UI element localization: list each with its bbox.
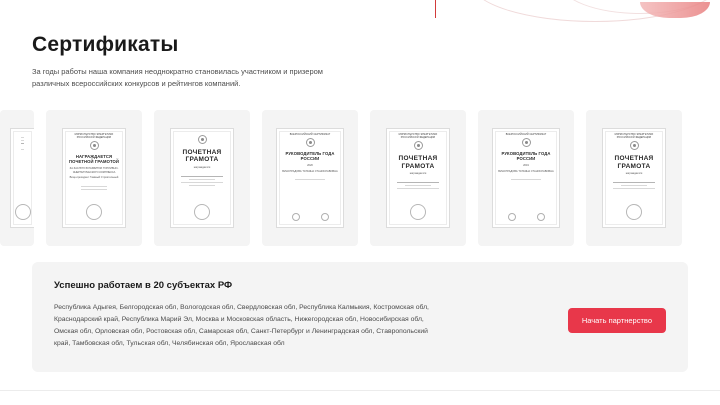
- seal-icon: [90, 141, 99, 150]
- certificates-gallery[interactable]: [0, 110, 720, 246]
- certificate-card[interactable]: [478, 110, 574, 246]
- certificate-title: РУКОВОДИТЕЛЬ ГОДА РОССИИ: [501, 151, 551, 162]
- certificate-ministry: МИНИСТЕРСТВО ЭНЕРГЕТИКИ РОССИЙСКОЙ ФЕДЕРАЦИИ: [614, 133, 654, 140]
- regions-panel: [32, 262, 688, 372]
- certificate-subtitle: награждается: [193, 165, 211, 169]
- certificate-card[interactable]: [370, 110, 466, 246]
- emblem-icon: [306, 138, 315, 147]
- emblem-icon: [414, 141, 423, 150]
- certificate-card[interactable]: [154, 110, 250, 246]
- certificate-recipient: ВИНОГРАДОВА ТАТЬЯНА СТАНИСЛАВОВНА: [282, 169, 338, 173]
- certificate-ministry: МИНИСТЕРСТВО ЭНЕРГЕТИКИ РОССИЙСКОЙ ФЕДЕРАЦИИ: [74, 133, 114, 140]
- certificate-ministry: МИНИСТЕРСТВО ЭНЕРГЕТИКИ РОССИЙСКОЙ ФЕДЕРАЦИИ: [398, 133, 438, 140]
- emblem-icon: [630, 141, 639, 150]
- certificate-year: 2019: [523, 163, 529, 167]
- certificate-title: ПОЧЕТНАЯ ГРАМОТА: [398, 155, 438, 170]
- certificate-recipient: ВИНОГРАДОВА ТАТЬЯНА СТАНИСЛАВОВНА: [498, 169, 554, 173]
- certificate-image: [170, 128, 234, 228]
- seal-icon: [86, 204, 102, 220]
- certificate-subtitle: награждается: [409, 172, 427, 176]
- red-divider-line: [435, 0, 436, 18]
- certificate-ministry: ВСЕРОССИЙСКИЙ СЕРТИФИКАТ: [505, 133, 547, 136]
- certificate-year: 2020: [307, 163, 313, 167]
- seal-icon: [508, 213, 516, 221]
- certificate-image: [276, 128, 344, 228]
- certificate-card[interactable]: [46, 110, 142, 246]
- certificate-subtitle: награждается: [625, 172, 643, 176]
- page-title: Сертификаты: [32, 33, 179, 56]
- certificate-title: НАГРАЖДАЕТСЯ ПОЧЕТНОЙ ГРАМОТОЙ: [68, 154, 119, 165]
- emblem-icon: [522, 138, 531, 147]
- certificate-title: РУКОВОДИТЕЛЬ ГОДА РОССИИ: [285, 151, 335, 162]
- start-partnership-button[interactable]: Начать партнерство: [568, 308, 666, 333]
- seal-icon: [626, 204, 642, 220]
- certificate-ministry: ВСЕРОССИЙСКИЙ СЕРТИФИКАТ: [289, 133, 331, 136]
- certificate-image: [492, 128, 560, 228]
- page-subtitle: За годы работы наша компания неоднократно становилась участником и призером различных всероссийских конкурсов и рейтингов компаний.: [32, 67, 323, 89]
- certificate-image: [386, 128, 450, 228]
- footer-divider: [0, 390, 720, 391]
- certificate-recipient: Вице-президент Главный Строительный: [69, 176, 119, 180]
- certificate-title: ПОЧЕТНАЯ ГРАМОТА: [614, 155, 654, 170]
- seal-icon: [321, 213, 329, 221]
- regions-title: Успешно работаем в 20 субъектах РФ: [54, 280, 233, 291]
- certificate-image: [602, 128, 666, 228]
- certificate-image: [10, 128, 34, 228]
- certificate-card[interactable]: [0, 110, 34, 246]
- seal-icon: [292, 213, 300, 221]
- certificate-image: [62, 128, 126, 228]
- seal-icon: [194, 204, 210, 220]
- certificate-card[interactable]: [262, 110, 358, 246]
- seal-icon: [410, 204, 426, 220]
- regions-list: Республика Адыгея, Белгородская обл, Вологодская обл, Свердловская обл, Республика Калмыкия, Костромская обл, Краснодарский край, Республика Марий Эл, Москва и Московская область, Нижегородская обл, Новосибирская обл, Омская обл, Орловская обл, Ростовская обл, Самарская обл, Санкт-Петербург и Ленинградская обл, Ставропольский край, Тамбовская обл, Тульская обл, Челябинская обл, Ярославская обл: [54, 304, 429, 347]
- emblem-icon: [198, 135, 207, 144]
- decorative-top-strip: [0, 0, 720, 24]
- certificate-title: ПОЧЕТНАЯ ГРАМОТА: [182, 149, 222, 164]
- certificate-subtitle: ЗА ЗАСЛУГИ В РАЗВИТИИ ТОПЛИВНО-ЭНЕРГЕТИЧЕСКОГО КОМПЛЕКСА: [69, 167, 119, 174]
- certificate-card[interactable]: [586, 110, 682, 246]
- seal-icon: [537, 213, 545, 221]
